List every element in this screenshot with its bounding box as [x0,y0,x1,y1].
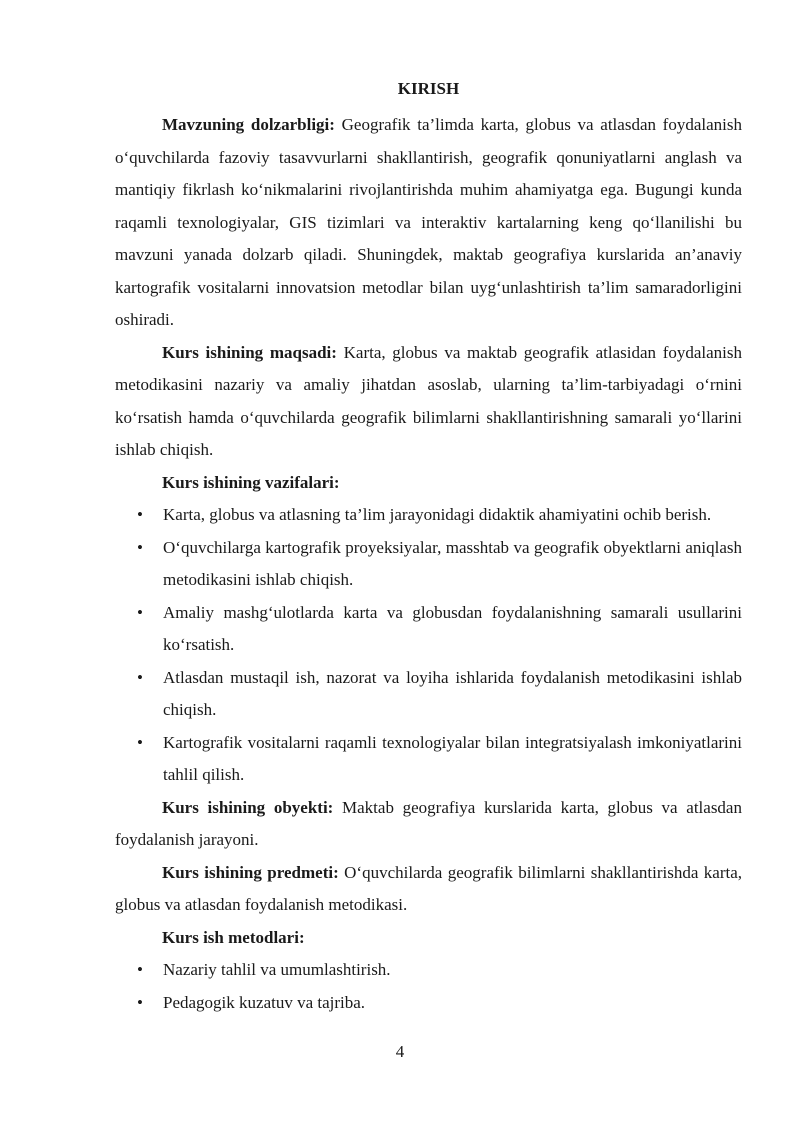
bullet-icon: • [137,505,143,524]
list-item [115,662,742,727]
list-item [115,532,742,597]
object-label: Kurs ishining obyekti: [162,797,334,817]
list-item [115,954,742,987]
methods-list [115,954,742,1019]
goal-text: Karta, globus va maktab geografik atlasidan foydalanish metodikasini nazariy va amaliy jihatdan asoslab, ularning ta’lim-tarbiyadagi o‘rnini ko‘rsatish hamda o‘quvchilarda geografik bilimlarni shakllantirishning samarali yo‘llarini ishlab chiqish. [115,342,743,459]
task-text: Atlasdan mustaqil ish, nazorat va loyiha ishlarida foydalanish metodikasini ishlab chiqish. [163,667,742,719]
task-text: O‘quvchilarga kartografik proyeksiyalar, masshtab va geografik obyektlarni aniqlash metodikasini ishlab chiqish. [163,537,742,589]
page-content [115,73,742,1019]
goal-label: Kurs ishining maqsadi: [162,342,337,362]
goal-paragraph [115,337,742,467]
subject-paragraph [115,857,742,922]
list-item [115,727,742,792]
relevance-label: Mavzuning dolzarbligi: [162,115,335,134]
bullet-icon: • [137,667,143,687]
bullet-icon: • [137,732,143,752]
subject-text: O‘quvchilarda geografik bilimlarni shakllantirishda karta, globus va atlasdan foydalanish metodikasi. [115,862,743,914]
method-text: Pedagogik kuzatuv va tajriba. [163,992,366,1012]
method-text: Nazariy tahlil va umumlashtirish. [163,960,391,979]
relevance-text: Geografik ta’limda karta, globus va atlasdan foydalanish o‘quvchilarda fazoviy tasavvurlarni shakllantirish, geografik qonuniyatlarni anglash va mantiqiy fikrlash ko‘nikmalarini rivojlantirishda muhim ahamiyatga ega. Bugungi kunda raqamli texnologiyalar, GIS tizimlari va interaktiv kartalarning keng qo‘llanilishi bu mavzuni yanada dolzarb qiladi. Shuningdek, maktab geografiya kurslarida an’anaviy kartografik vositalarni innovatsion metodlar bilan uyg‘unlashtirish ta’lim samaradorligini oshiradi. [115,115,742,329]
relevance-paragraph [115,109,742,337]
object-paragraph [115,792,742,857]
object-text: Maktab geografiya kurslarida karta, globus va atlasdan foydalanish jarayoni. [115,797,742,849]
tasks-heading: Kurs ishining vazifalari: [162,472,340,492]
task-text: Amaliy mashg‘ulotlarda karta va globusdan foydalanishning samarali usullarini ko‘rsatish. [163,602,742,654]
bullet-icon: • [137,960,143,979]
bullet-icon: • [137,537,143,557]
tasks-list [115,499,742,792]
task-text: Karta, globus va atlasning ta’lim jarayonidagi didaktik ahamiyatini ochib berish. [163,505,712,524]
list-item [115,499,742,532]
bullet-icon: • [137,992,143,1012]
page-title: KIRISH [397,79,460,98]
page-number: 4 [395,1042,405,1061]
task-text: Kartografik vositalarni raqamli texnologiyalar bilan integratsiyalash imkoniyatlarini tahlil qilish. [163,732,742,784]
list-item [115,597,742,662]
subject-label: Kurs ishining predmeti: [162,862,339,882]
methods-heading: Kurs ish metodlari: [162,927,305,947]
list-item [115,987,742,1020]
bullet-icon: • [137,602,143,622]
